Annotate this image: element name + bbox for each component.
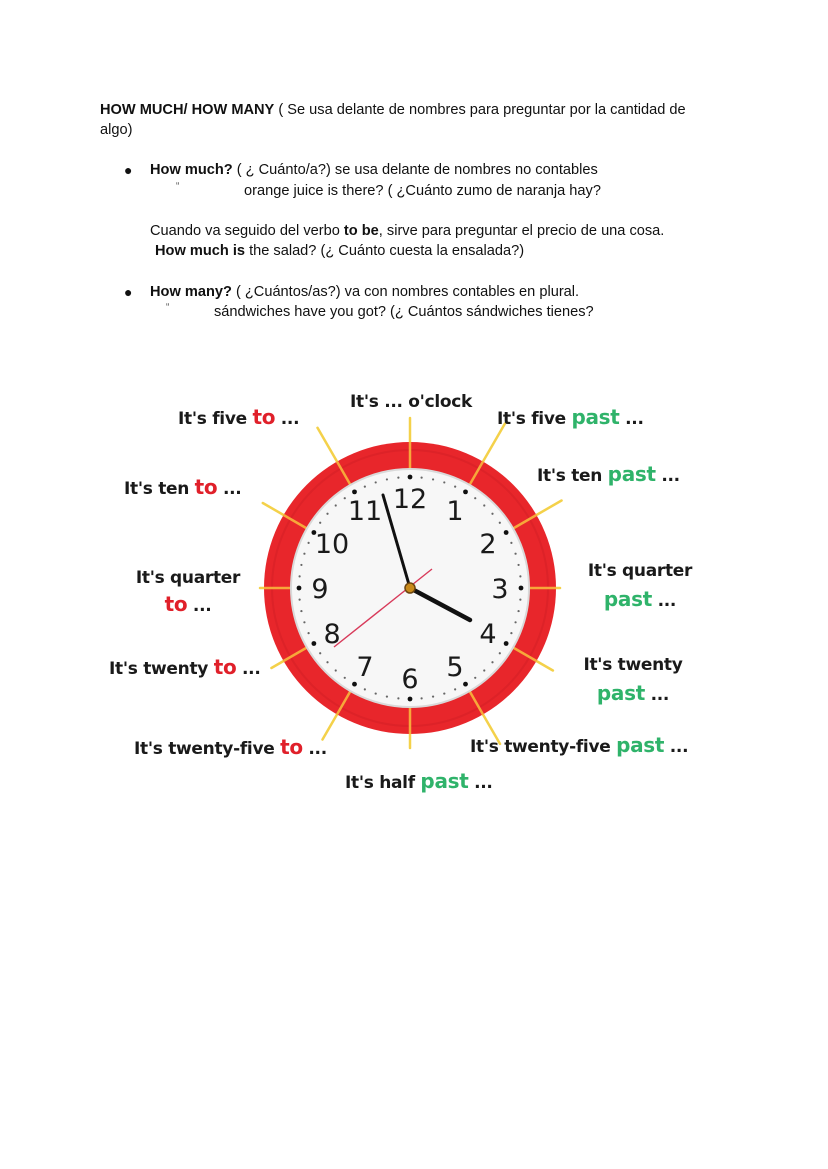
- label-quarter-to: It's quarter to ...: [135, 568, 241, 616]
- to-be-bold: to be: [343, 223, 379, 239]
- how-much-example: orange juice is there? ( ¿Cuánto zumo de naranja hay?: [244, 183, 601, 199]
- clock-number: 9: [311, 574, 329, 605]
- bullet-how-many: ●: [124, 284, 133, 300]
- to-be-line: [150, 222, 664, 240]
- clock-number: 6: [401, 664, 419, 695]
- how-many-line: [150, 283, 579, 301]
- heading-line-2: algo): [100, 122, 133, 138]
- price-bold: How much is: [155, 243, 246, 259]
- label-ten-to: It's ten to ...: [124, 475, 242, 499]
- label-quarter-past: It's quarter past ...: [587, 561, 693, 611]
- label-five-to: It's five to ...: [178, 405, 300, 429]
- price-example: [155, 242, 524, 260]
- clock-number: 5: [446, 651, 464, 683]
- clock-number: 12: [392, 484, 428, 515]
- how-many-example: sándwiches have you got? (¿ Cuántos sándwiches tienes?: [214, 304, 594, 320]
- clock-number: 11: [347, 496, 383, 528]
- heading-line-1: [100, 101, 686, 119]
- clock-figure: [100, 385, 720, 805]
- to-be-post: , sirve para preguntar el precio de una cosa.: [378, 223, 665, 239]
- how-many-label: How many?: [150, 284, 232, 300]
- label-ten-past: It's ten past ...: [537, 462, 680, 486]
- how-much-explanation: ( ¿ Cuánto/a?) se usa delante de nombres no contables: [232, 162, 598, 178]
- clock-number: 3: [491, 574, 509, 605]
- to-be-pre: Cuando va seguido del verbo: [150, 223, 344, 239]
- bullet-how-much: ●: [124, 162, 133, 178]
- label-twentyfive-past: It's twenty-five past ...: [470, 733, 689, 757]
- how-much-label: How much?: [150, 162, 233, 178]
- clock-number: 2: [479, 529, 497, 560]
- quote-mark: “: [176, 181, 180, 192]
- label-oclock: It's ... o'clock: [350, 392, 473, 412]
- heading-description: ( Se usa delante de nombres para preguntar por la cantidad de: [274, 102, 686, 118]
- label-half-past: It's half past ...: [345, 769, 493, 793]
- clock-number: 1: [446, 496, 464, 528]
- how-many-explanation: ( ¿Cuántos/as?) va con nombres contables en plural.: [231, 284, 580, 300]
- label-twenty-to: It's twenty to ...: [109, 655, 261, 679]
- price-rest: the salad? (¿ Cuánto cuesta la ensalada?): [245, 243, 525, 259]
- how-much-line: [150, 161, 598, 179]
- quote-mark: “: [166, 302, 170, 313]
- label-five-past: It's five past ...: [497, 405, 644, 429]
- label-twentyfive-to: It's twenty-five to ...: [134, 735, 327, 759]
- clock-number: 4: [479, 619, 497, 650]
- clock-number: 7: [356, 651, 374, 683]
- label-twenty-past: It's twenty past ...: [583, 655, 683, 705]
- clock-number: 10: [314, 529, 350, 560]
- heading-title: HOW MUCH/ HOW MANY: [100, 102, 275, 118]
- clock-number: 8: [323, 619, 341, 650]
